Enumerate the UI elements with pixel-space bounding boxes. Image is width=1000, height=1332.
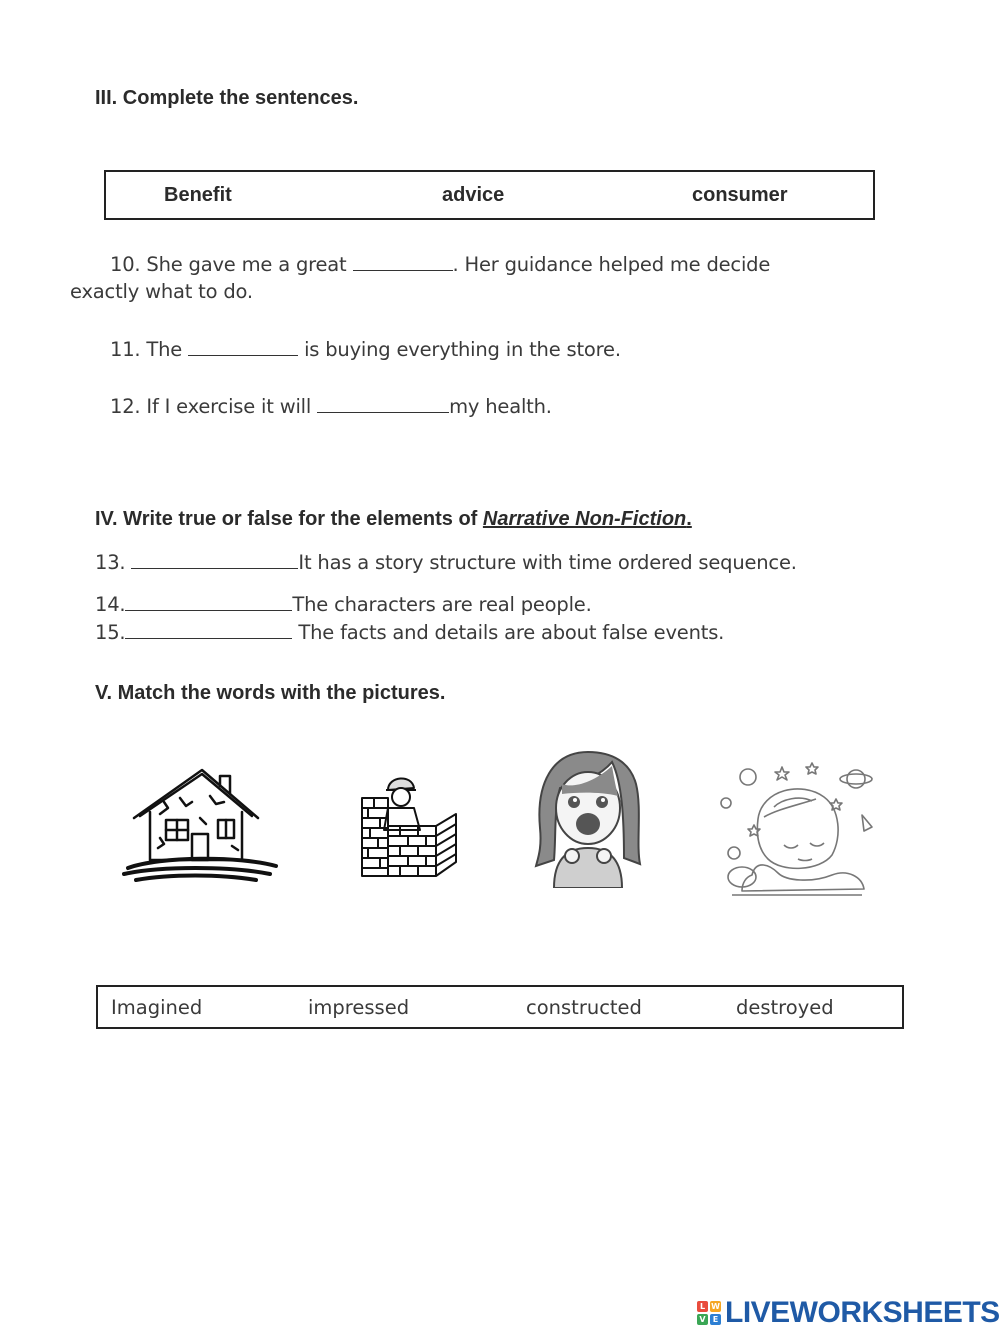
question-10-end: . Her guidance helped me decide [452,253,771,276]
logo-block: W [711,1302,720,1311]
question-11-start: 11. The [110,338,189,361]
question-10-start: 10. She gave me a great [110,253,353,276]
answer-blank-10[interactable] [353,252,453,271]
logo-block: E [710,1314,721,1325]
question-12-end: my health. [449,395,552,418]
question-13 [95,550,797,574]
section-4-heading-end: . [686,508,692,530]
word-bank-word: Benefit [164,184,232,206]
question-14 [95,592,592,616]
word-bank-box-1 [104,170,875,220]
answer-blank-12[interactable] [317,394,449,413]
question-15 [95,620,724,644]
word-bank-word: consumer [692,184,788,206]
section-5-heading: V. Match the words with the pictures. [95,682,446,704]
liveworksheets-logo[interactable] [697,1296,1000,1330]
word-bank-word: constructed [526,996,642,1019]
question-10 [110,252,770,276]
section-3-heading: III. Complete the sentences. [95,87,359,109]
section-4-heading [95,508,692,531]
amazed-girl-picture [532,748,644,888]
word-bank-word: impressed [308,996,410,1019]
dreaming-child-picture [712,755,880,905]
answer-blank-15[interactable] [125,620,292,639]
question-15-text: The facts and details are about false events. [292,621,725,644]
question-14-number: 14. [95,593,126,616]
question-11-end: is buying everything in the store. [298,338,621,361]
question-11 [110,337,621,361]
word-bank-word: destroyed [736,996,834,1019]
bricklayer-picture [360,770,460,878]
answer-blank-13[interactable] [131,550,298,569]
question-13-text: It has a story structure with time ordered sequence. [298,551,797,574]
question-14-text: The characters are real people. [292,593,592,616]
logo-text: LIVEWORKSHEETS [725,1296,1000,1329]
question-10-continuation: exactly what to do. [70,280,253,303]
question-12-start: 12. If I exercise it will [110,395,318,418]
question-13-number: 13. [95,551,132,574]
narrative-non-fiction-term: Narrative Non-Fiction [482,508,687,530]
logo-block: V [697,1314,708,1325]
logo-blocks-icon [697,1301,721,1325]
section-4-heading-start: IV. Write true or false for the elements of [95,508,483,530]
cracked-house-picture [120,768,282,884]
logo-block: L [697,1301,708,1312]
question-15-number: 15. [95,621,126,644]
answer-blank-11[interactable] [188,337,298,356]
question-12 [110,394,552,418]
answer-blank-14[interactable] [125,592,292,611]
word-bank-word: Imagined [111,996,203,1019]
word-bank-word: advice [442,184,505,206]
word-bank-box-2 [96,985,904,1029]
